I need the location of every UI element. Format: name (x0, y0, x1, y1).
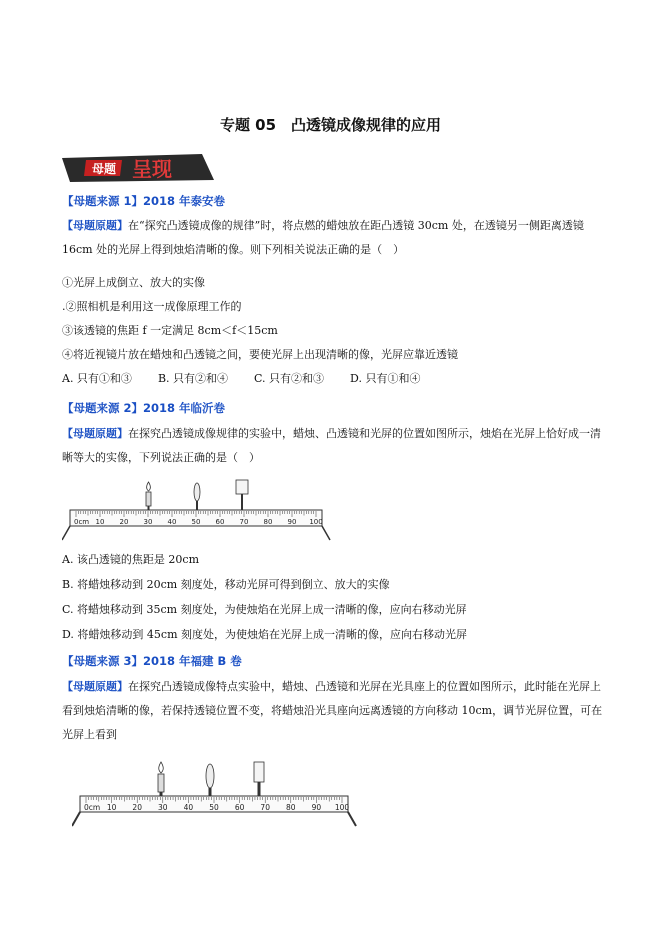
q2-stem (62, 422, 607, 470)
q3-ruler-label-10: 10 (106, 803, 117, 812)
q2-ruler-label-20: 20 (119, 518, 129, 526)
q3-ruler-label-30: 30 (158, 803, 168, 812)
q2-screen-icon (236, 480, 248, 494)
q1-stem (62, 214, 607, 262)
q2-source: 【母题来源 2】2018 年临沂卷 (62, 401, 226, 415)
q2-ruler-label-60: 60 (215, 518, 225, 526)
q2-stem-text: 在探究凸透镜成像规律的实验中，蜡烛、凸透镜和光屏的位置如图所示，烛焰在光屏上恰好成一清晰等大的实像，下列说法正确的是（ ） (62, 427, 601, 464)
q3-source: 【母题来源 3】2018 年福建 B 卷 (62, 654, 242, 668)
q2-ruler-label-100: 100 (309, 518, 323, 526)
q3-ruler-label-70: 70 (260, 803, 270, 812)
q2-option-d: D. 将蜡烛移动到 45cm 刻度处，为使烛焰在光屏上成一清晰的像，应向右移动光屏 (62, 628, 467, 641)
banner-mother-question (62, 152, 214, 182)
q2-ruler-label-10: 10 (95, 518, 105, 526)
q1-option-a: A. 只有①和③ (62, 372, 132, 385)
q1-options (62, 370, 446, 386)
q1-option-b: B. 只有②和④ (157, 372, 229, 385)
q3-ruler-label-50: 50 (209, 803, 219, 812)
q2-ruler-label-40: 40 (167, 518, 177, 526)
q2-ruler-label-70: 70 (239, 518, 249, 526)
q1-tag: 【母题原题】 (62, 219, 128, 232)
q3-ruler-label-60: 60 (234, 803, 245, 812)
q2-ruler-label-50: 50 (191, 518, 201, 526)
page-title: 专题 05 凸透镜成像规律的应用 (219, 116, 442, 134)
q2-option-a: A. 该凸透镜的焦距是 20cm (62, 553, 200, 566)
q1-stem-text: 在“探究凸透镜成像的规律”时，将点燃的蜡烛放在距凸透镜 30cm 处，在透镜另一侧距离透镜 16cm 处的光屏上得到烛焰清晰的像。则下列相关说法正确的是（ ） (62, 219, 584, 256)
q3-ruler-label-90: 90 (311, 803, 322, 812)
q3-screen-icon (254, 762, 264, 782)
q2-option-b: B. 将蜡烛移动到 20cm 刻度处，移动光屏可得到倒立、放大的实像 (62, 578, 390, 591)
q3-stem (62, 675, 607, 747)
q3-candle-flame-icon (159, 762, 164, 773)
q1-source: 【母题来源 1】2018 年泰安卷 (62, 194, 226, 208)
q3-ruler-label-0: 0cm (84, 803, 101, 812)
q1-option-c: C. 只有②和③ (254, 372, 325, 385)
q3-ruler-label-100: 100 (334, 803, 350, 812)
q3-ruler-label-80: 80 (286, 803, 296, 812)
banner-text-1: 母题 (92, 162, 117, 176)
q1-statement-1: ①光屏上成倒立、放大的实像 (62, 276, 205, 289)
q1-statement-4: ④将近视镜片放在蜡烛和凸透镜之间，要使光屏上出现清晰的像，光屏应靠近透镜 (62, 348, 458, 361)
q3-ruler-label-20: 20 (132, 803, 142, 812)
q2-option-c: C. 将蜡烛移动到 35cm 刻度处，为使烛焰在光屏上成一清晰的像，应向右移动光屏 (62, 603, 467, 616)
q2-ruler-label-30: 30 (143, 518, 153, 526)
q2-tag: 【母题原题】 (62, 427, 128, 440)
q2-lens-icon (194, 483, 200, 501)
q3-optical-bench-figure (72, 758, 358, 830)
q3-stem-text: 在探究凸透镜成像特点实验中，蜡烛、凸透镜和光屏在光具座上的位置如图所示，此时能在光屏上看到烛焰清晰的像，若保持透镜位置不变，将蜡烛沿光具座向远离透镜的方向移动 10cm，调节光屏位置，可在光屏上看到 (62, 680, 603, 741)
q2-ruler-label-0: 0cm (74, 518, 90, 526)
q1-statement-2: .②照相机是利用这一成像原理工作的 (62, 300, 242, 313)
q2-ruler-label-90: 90 (287, 518, 297, 526)
q1-option-d: D. 只有①和④ (350, 372, 421, 385)
q2-ruler-label-80: 80 (263, 518, 273, 526)
q2-optical-bench-figure (62, 474, 332, 544)
q2-candle-flame-icon (147, 482, 151, 491)
q1-statement-3: ③该透镜的焦距 f 一定满足 8cm＜f＜15cm (62, 324, 278, 337)
q3-lens-icon (206, 764, 214, 788)
banner-text-2: 呈现 (132, 157, 172, 181)
q3-tag: 【母题原题】 (62, 680, 128, 693)
q3-ruler-label-40: 40 (183, 803, 194, 812)
